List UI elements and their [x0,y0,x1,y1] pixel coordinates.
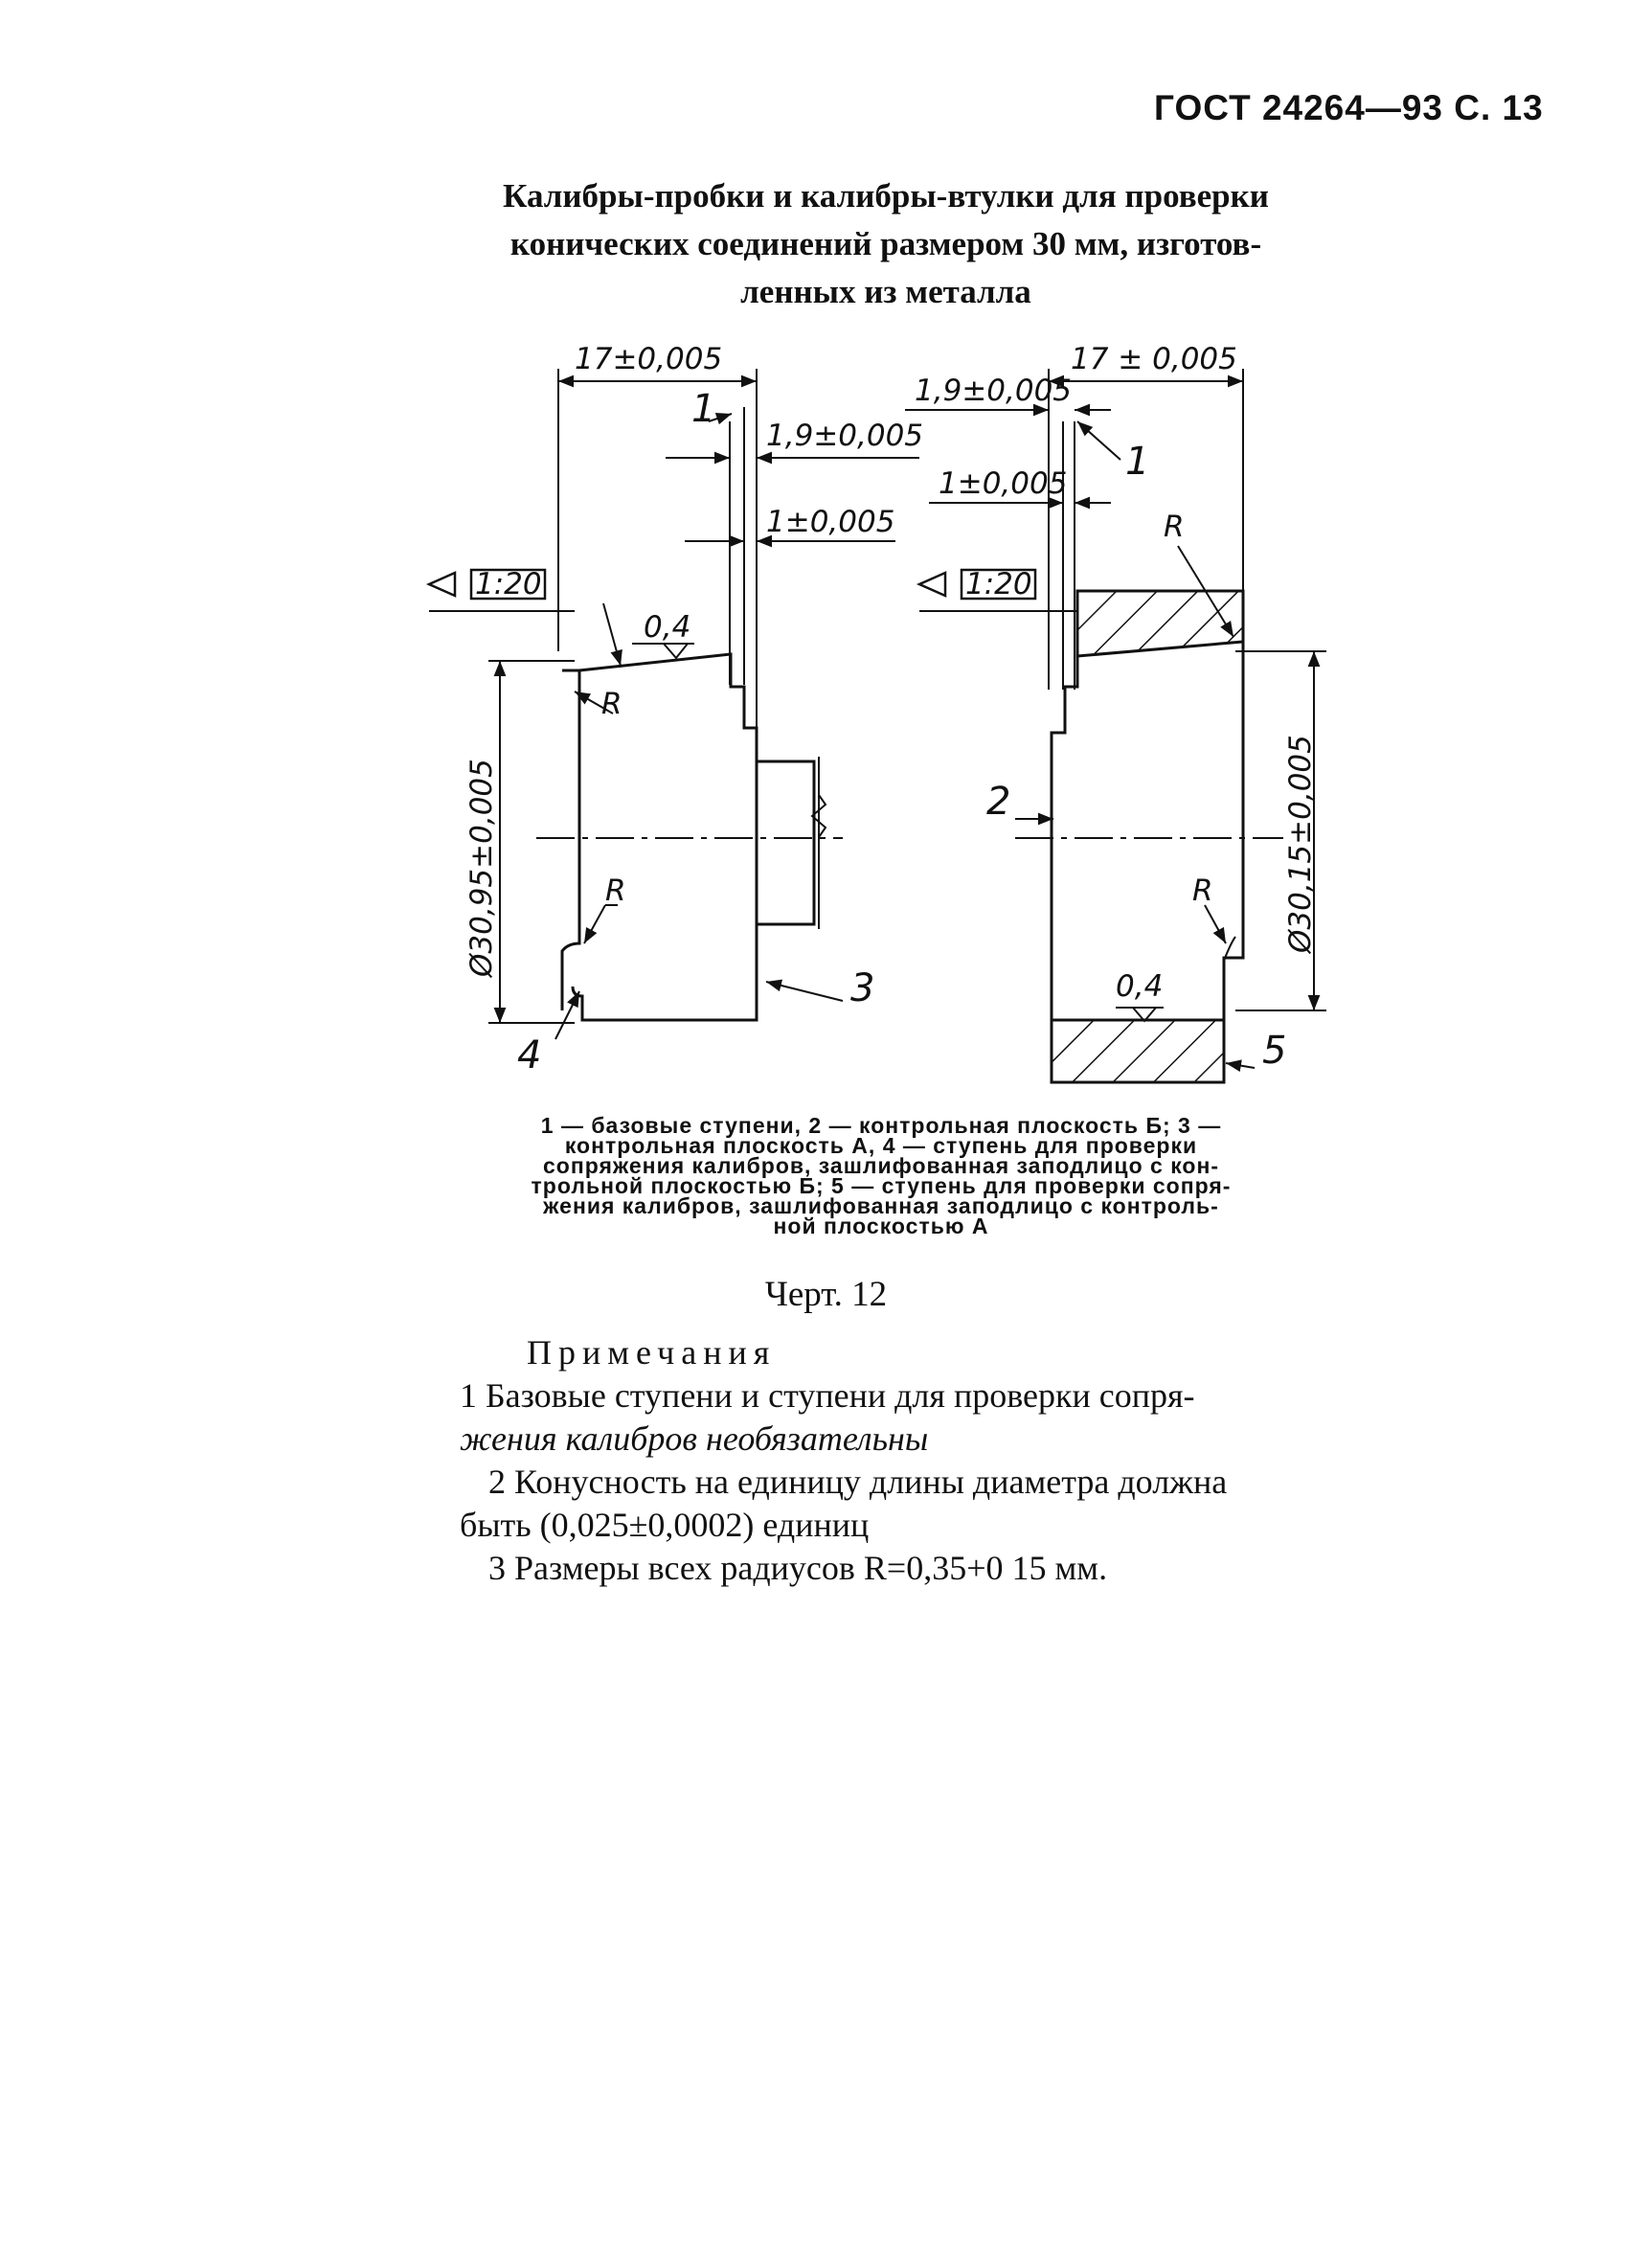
ring-callout-5: 5 [1262,1029,1287,1073]
plug-step-1-9-dimension: 1,9±0,005 [766,419,924,453]
title-line-3: ленных из металла [740,273,1031,310]
technical-drawing [0,0,1652,1111]
note-2-line-2: быть (0,025±0,0002) единиц [460,1506,870,1544]
plug-callout-1: 1 [691,387,716,431]
title-line-2: конических соединений размером 30 мм, изготов- [509,225,1262,262]
plug-radius-top: R [601,687,622,721]
caption-line-4: трольной плоскостью Б; 5 — ступень для проверки сопря- [531,1173,1232,1198]
ring-callout-1: 1 [1125,440,1150,484]
ring-taper-value: 1:20 [965,567,1032,601]
figure-label: Черт. 12 [764,1275,888,1314]
page-header: ГОСТ 24264—93 С. 13 [1154,88,1544,127]
plug-taper-value: 1:20 [475,567,542,601]
ring-gauge-labels [915,342,1318,1073]
note-2-line-1: 2 Конусность на единицу длины диаметра должна [488,1463,1228,1501]
title-line-1: Калибры-пробки и калибры-втулки для проверки [503,177,1269,215]
plug-gauge-labels [464,342,923,1078]
ring-callout-2: 2 [986,780,1011,824]
note-1-line-1: 1 Базовые ступени и ступени для проверки сопря- [460,1376,1195,1415]
plug-callout-3: 3 [850,966,875,1010]
caption-line-5: жения калибров, зашлифованная заподлицо с контроль- [543,1193,1219,1218]
figure-caption [445,1113,1317,1238]
plug-roughness: 0,4 [644,610,691,645]
ring-step-1-9-dimension: 1,9±0,005 [915,374,1073,408]
plug-step-1-dimension: 1±0,005 [766,505,895,539]
ring-roughness: 0,4 [1116,969,1164,1004]
note-3: 3 Размеры всех радиусов R=0,35+0 15 мм. [488,1549,1108,1587]
plug-radius-bottom: R [605,873,626,908]
ring-radius-bottom: R [1192,873,1213,908]
caption-line-1: 1 — базовые ступени, 2 — контрольная плоскость Б; 3 — [540,1113,1222,1138]
plug-length-dimension: 17±0,005 [575,342,723,376]
ring-radius-top: R [1164,510,1185,544]
ring-step-1-dimension: 1±0,005 [939,466,1068,501]
caption-line-3: сопряжения калибров, зашлифованная заподлицо с кон- [542,1153,1220,1178]
ring-diameter-dimension: Ø30,15±0,005 [1283,735,1318,953]
note-1-line-2: жения калибров необязательны [460,1419,929,1458]
plug-diameter-dimension: Ø30,95±0,005 [464,759,499,977]
caption-line-6: ной плоскостью А [773,1214,989,1238]
ring-length-dimension: 17 ± 0,005 [1071,342,1237,376]
plug-callout-4: 4 [517,1033,542,1078]
caption-line-2: контрольная плоскость А, 4 — ступень для проверки [564,1133,1198,1158]
notes-section [460,1331,1322,1590]
notes-heading: Примечания [527,1333,777,1372]
plug-gauge-drawing [429,369,919,1039]
